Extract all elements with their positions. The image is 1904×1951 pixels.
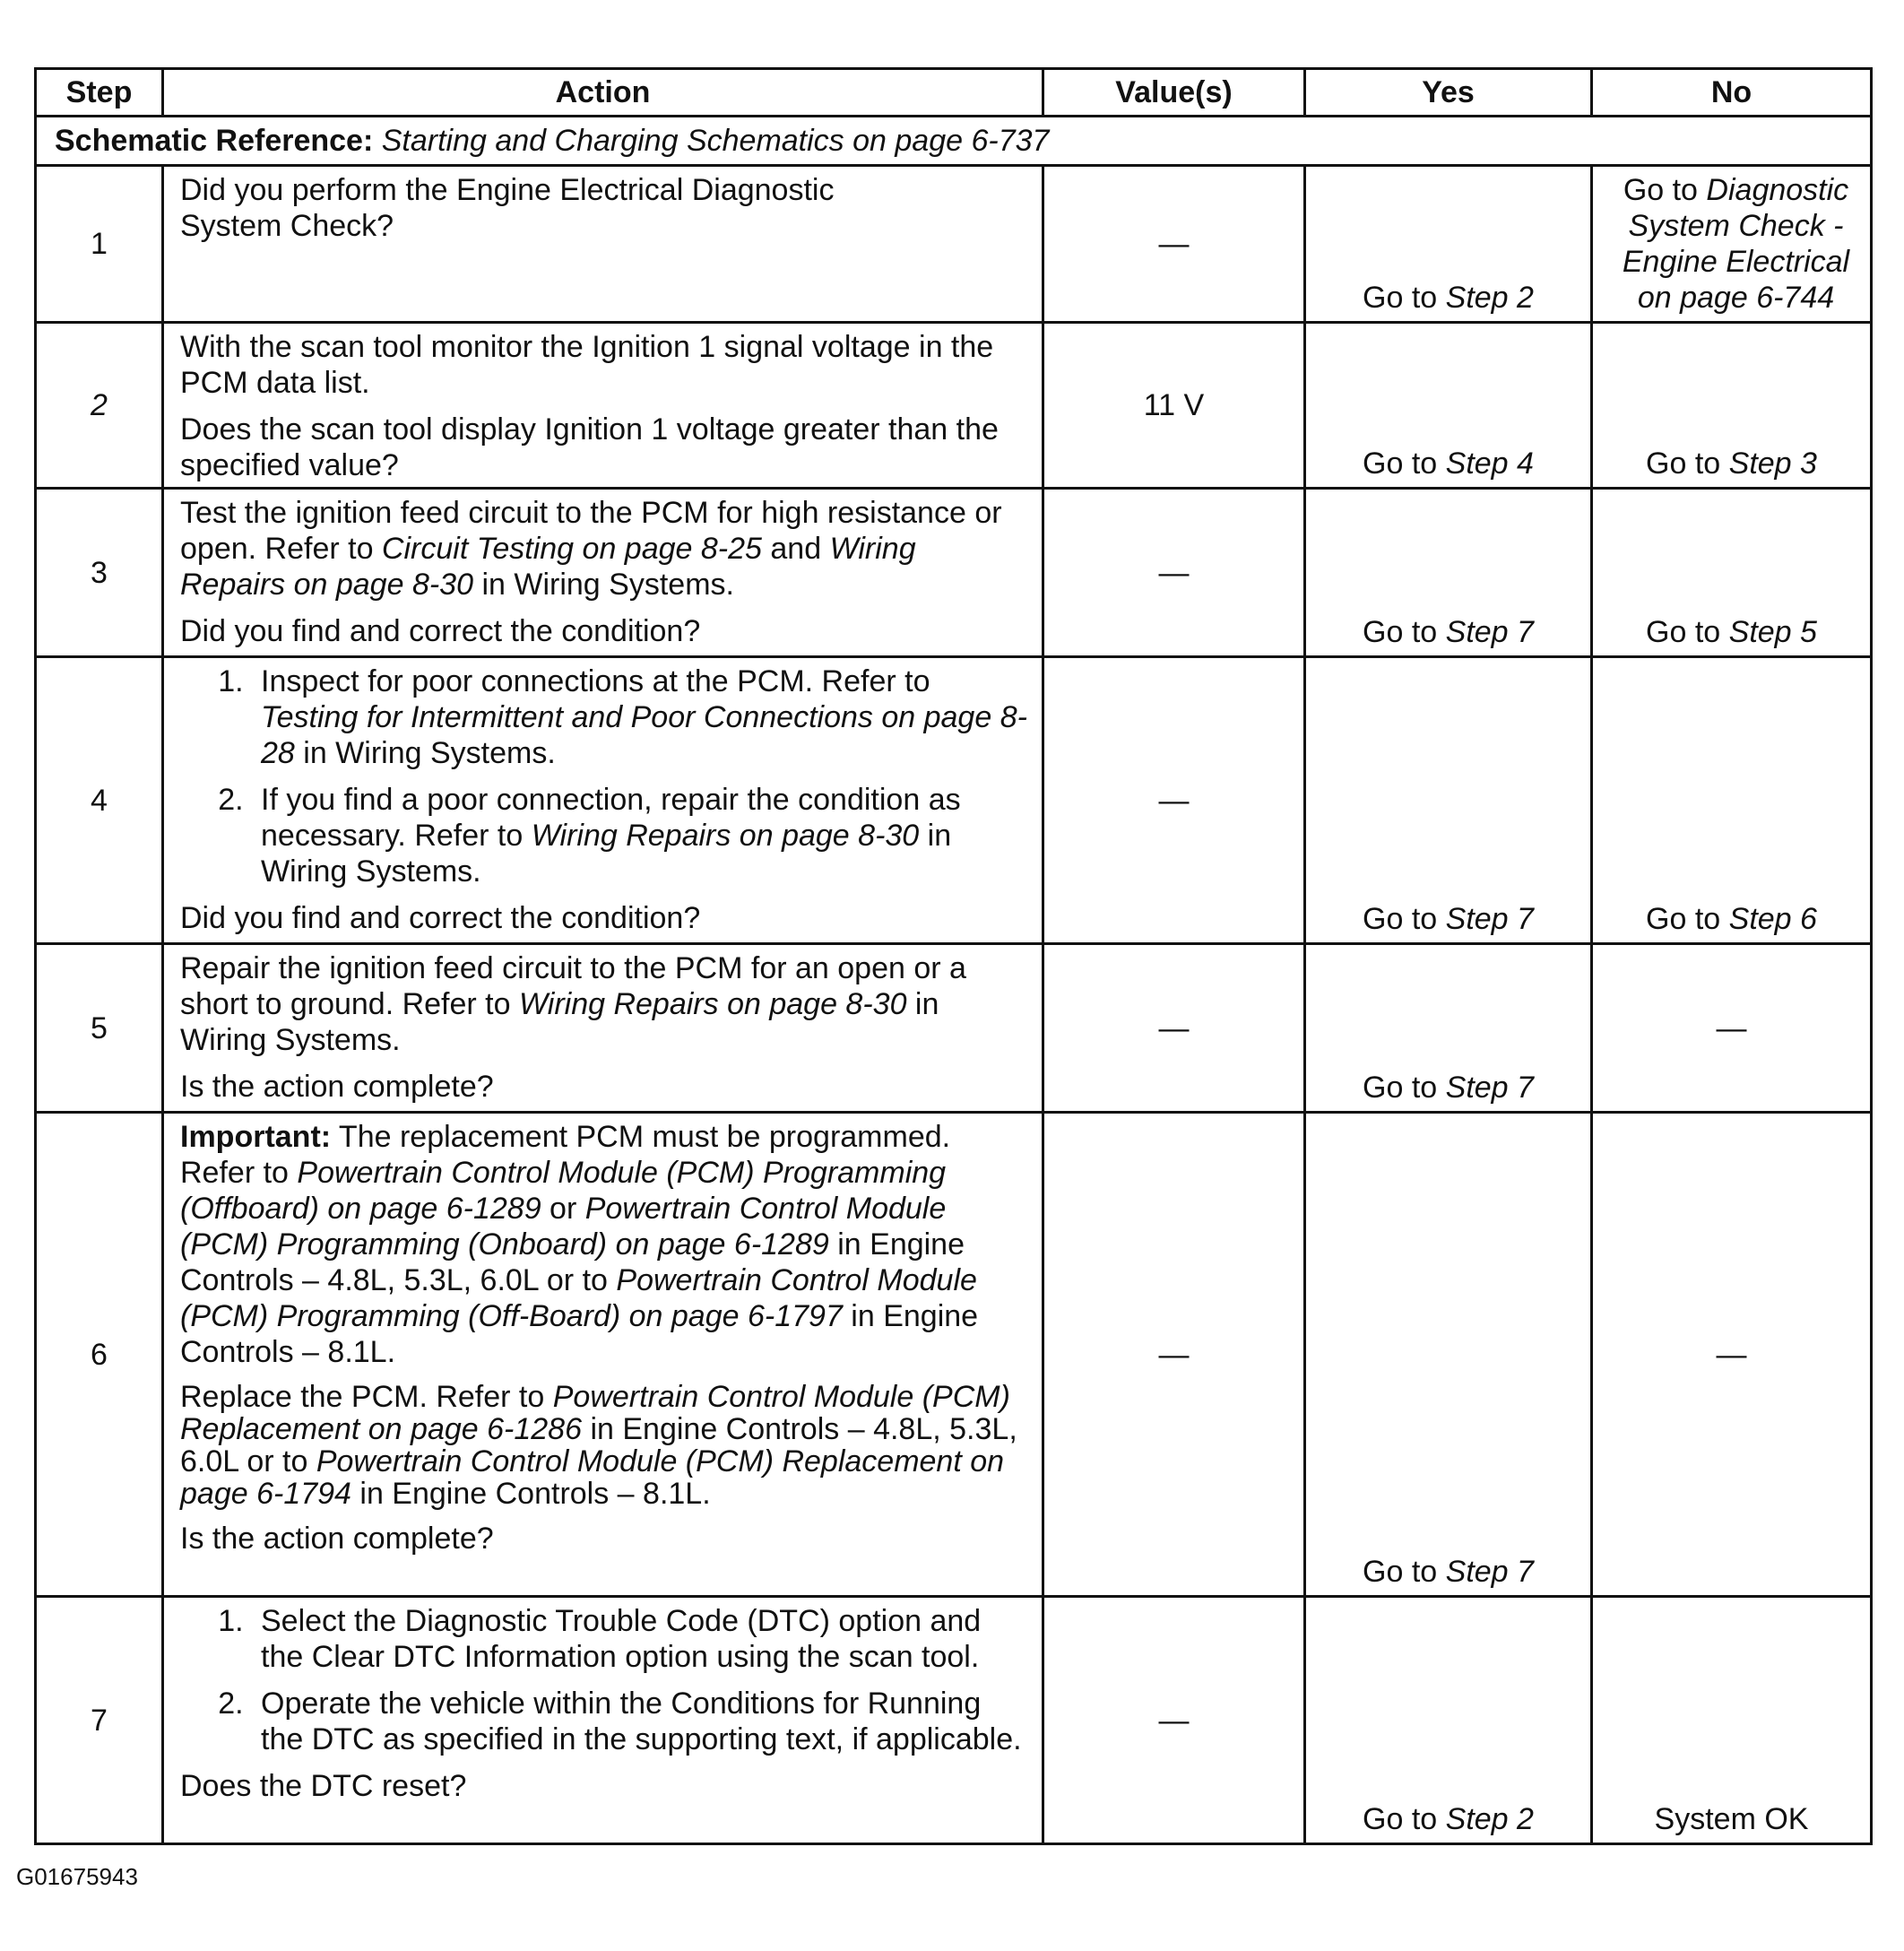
- action-question: Is the action complete?: [180, 1070, 494, 1104]
- diagnostic-table: [34, 67, 1873, 1845]
- action-question: Did you find and correct the condition?: [180, 614, 701, 648]
- yes-link[interactable]: Step 2: [1445, 281, 1534, 315]
- action-link[interactable]: Powertrain Control Module (PCM) Programming (Offboard) on page 6-1289: [180, 1156, 947, 1226]
- important-label: Important:: [180, 1120, 332, 1154]
- table-row: [36, 323, 1872, 489]
- header-yes: Yes: [1305, 69, 1592, 117]
- action-text-part: in Engine Controls – 4.8L, 5.3L, 6.0L or to: [180, 1412, 1017, 1478]
- action-cell: [163, 166, 1043, 323]
- step-number: 4: [36, 657, 163, 944]
- action-text-part: in Wiring Systems.: [180, 987, 939, 1057]
- action-text-part: and: [761, 532, 830, 566]
- header-action: Action: [163, 69, 1043, 117]
- step-number: 3: [36, 489, 163, 657]
- action-text-part: in Wiring Systems.: [261, 819, 952, 889]
- yes-link[interactable]: Step 2: [1445, 1802, 1534, 1836]
- yes-prefix: Go to: [1363, 615, 1446, 649]
- value-cell: —: [1043, 944, 1305, 1113]
- header-step: Step: [36, 69, 163, 117]
- no-prefix: Go to: [1623, 173, 1707, 207]
- no-link[interactable]: Step 5: [1728, 615, 1817, 649]
- action-question: Is the action complete?: [180, 1522, 494, 1556]
- no-prefix: Go to: [1646, 447, 1729, 481]
- value-cell: —: [1043, 166, 1305, 323]
- yes-cell: [1305, 166, 1592, 323]
- value-cell: —: [1043, 1113, 1305, 1597]
- action-text-part: Inspect for poor connections at the PCM. Refer to: [261, 664, 930, 698]
- action-important: [180, 1119, 1029, 1370]
- step-number-text: 2: [91, 388, 108, 422]
- schematic-reference: [36, 117, 1872, 166]
- action-cell: [163, 657, 1043, 944]
- yes-link[interactable]: Step 7: [1445, 1555, 1534, 1589]
- no-cell: —: [1592, 1113, 1872, 1597]
- action-text-part: The replacement PCM must be programmed. Refer to: [180, 1120, 951, 1190]
- step-number: 1: [36, 166, 163, 323]
- action-link[interactable]: Testing for Intermittent and Poor Connections on page 8-28: [261, 700, 1027, 770]
- action-link[interactable]: Wiring Repairs on page 8-30: [531, 819, 920, 853]
- schematic-reference-row: [36, 117, 1872, 166]
- action-list: [180, 1603, 1029, 1757]
- no-link[interactable]: Step 6: [1728, 902, 1817, 936]
- table-row: [36, 166, 1872, 323]
- list-item: [252, 782, 1029, 889]
- schematic-reference-label: Schematic Reference:: [55, 124, 374, 158]
- yes-cell: [1305, 323, 1592, 489]
- list-item: [252, 663, 1029, 771]
- action-text-part: If you find a poor connection, repair the condition as necessary. Refer to: [261, 783, 961, 853]
- table-row: [36, 1113, 1872, 1597]
- action-text-part: in Wiring Systems.: [294, 736, 556, 770]
- action-question: Does the DTC reset?: [180, 1769, 467, 1803]
- no-link[interactable]: Diagnostic System Check - Engine Electrical on page 6-744: [1622, 173, 1850, 315]
- action-text-part: in Engine Controls – 8.1L.: [180, 1299, 979, 1369]
- action-link[interactable]: Powertrain Control Module (PCM) Programming (Onboard) on page 6-1289: [180, 1192, 947, 1262]
- action-text: [180, 1381, 1029, 1510]
- action-question: Does the scan tool display Ignition 1 voltage greater than the specified value?: [180, 412, 999, 482]
- action-link[interactable]: Wiring Repairs on page 8-30: [518, 987, 907, 1021]
- action-cell: [163, 323, 1043, 489]
- action-text-part: Replace the PCM. Refer to: [180, 1380, 553, 1414]
- action-text: [180, 950, 1029, 1058]
- yes-cell: [1305, 489, 1592, 657]
- action-text-part: Test the ignition feed circuit to the PCM for high resistance or open. Refer to: [180, 496, 1002, 566]
- action-text: [180, 495, 1029, 603]
- yes-cell: [1305, 1113, 1592, 1597]
- action-link[interactable]: Powertrain Control Module (PCM) Replacement on page 6-1286: [180, 1380, 1010, 1446]
- action-question: Did you find and correct the condition?: [180, 901, 701, 935]
- yes-prefix: Go to: [1363, 902, 1446, 936]
- step-number: 5: [36, 944, 163, 1113]
- action-text-part: in Wiring Systems.: [473, 568, 734, 602]
- action-cell: [163, 1113, 1043, 1597]
- no-cell: [1592, 166, 1872, 323]
- table-row: [36, 944, 1872, 1113]
- yes-cell: [1305, 1597, 1592, 1844]
- no-cell: [1592, 323, 1872, 489]
- yes-link[interactable]: Step 7: [1445, 615, 1534, 649]
- yes-cell: [1305, 944, 1592, 1113]
- table-row: [36, 657, 1872, 944]
- schematic-reference-link[interactable]: Starting and Charging Schematics on page 6-737: [381, 124, 1050, 158]
- value-cell: 11 V: [1043, 323, 1305, 489]
- action-text-part: Repair the ignition feed circuit to the PCM for an open or a short to ground. Refer to: [180, 951, 966, 1021]
- step-number: 7: [36, 1597, 163, 1844]
- table-row: [36, 489, 1872, 657]
- no-cell: System OK: [1592, 1597, 1872, 1844]
- action-cell: [163, 1597, 1043, 1844]
- value-cell: —: [1043, 657, 1305, 944]
- table-row: [36, 1597, 1872, 1844]
- no-link[interactable]: Step 3: [1728, 447, 1817, 481]
- list-item: 2. Operate the vehicle within the Conditions for Running the DTC as specified in the supporting text, if applicable.: [252, 1686, 1029, 1757]
- action-link[interactable]: Powertrain Control Module (PCM) Replacement on page 6-1794: [180, 1444, 1005, 1511]
- header-values: Value(s): [1043, 69, 1305, 117]
- action-link[interactable]: Circuit Testing on page 8-25: [381, 532, 762, 566]
- step-number: 6: [36, 1113, 163, 1597]
- action-list: [180, 663, 1029, 889]
- action-link[interactable]: Wiring Repairs on page 8-30: [180, 532, 916, 602]
- action-text-part: in Engine Controls – 8.1L.: [351, 1477, 711, 1511]
- list-item: 1. Select the Diagnostic Trouble Code (DTC) option and the Clear DTC Information option using the scan tool.: [252, 1603, 1029, 1675]
- no-cell: —: [1592, 944, 1872, 1113]
- action-text-part: or: [541, 1192, 585, 1226]
- header-no: No: [1592, 69, 1872, 117]
- no-prefix: Go to: [1646, 902, 1729, 936]
- value-cell: —: [1043, 1597, 1305, 1844]
- yes-cell: [1305, 657, 1592, 944]
- yes-link[interactable]: Step 4: [1445, 447, 1534, 481]
- yes-prefix: Go to: [1363, 1555, 1446, 1589]
- no-cell: [1592, 657, 1872, 944]
- no-cell: [1592, 489, 1872, 657]
- action-cell: [163, 489, 1043, 657]
- value-cell: —: [1043, 489, 1305, 657]
- header-row: [36, 69, 1872, 117]
- figure-id: G01675943: [16, 1863, 138, 1890]
- action-text: Did you perform the Engine Electrical Diagnostic System Check?: [180, 173, 835, 243]
- yes-prefix: Go to: [1363, 281, 1446, 315]
- yes-link[interactable]: Step 7: [1445, 902, 1534, 936]
- step-number: [36, 323, 163, 489]
- yes-link[interactable]: Step 7: [1445, 1071, 1534, 1105]
- yes-prefix: Go to: [1363, 1071, 1446, 1105]
- yes-prefix: Go to: [1363, 447, 1446, 481]
- action-link[interactable]: Powertrain Control Module (PCM) Programming (Off-Board) on page 6-1797: [180, 1263, 977, 1333]
- action-cell: [163, 944, 1043, 1113]
- yes-prefix: Go to: [1363, 1802, 1446, 1836]
- action-text: With the scan tool monitor the Ignition 1 signal voltage in the PCM data list.: [180, 330, 994, 400]
- no-prefix: Go to: [1646, 615, 1729, 649]
- action-text-part: in Engine Controls – 4.8L, 5.3L, 6.0L or to: [180, 1227, 965, 1297]
